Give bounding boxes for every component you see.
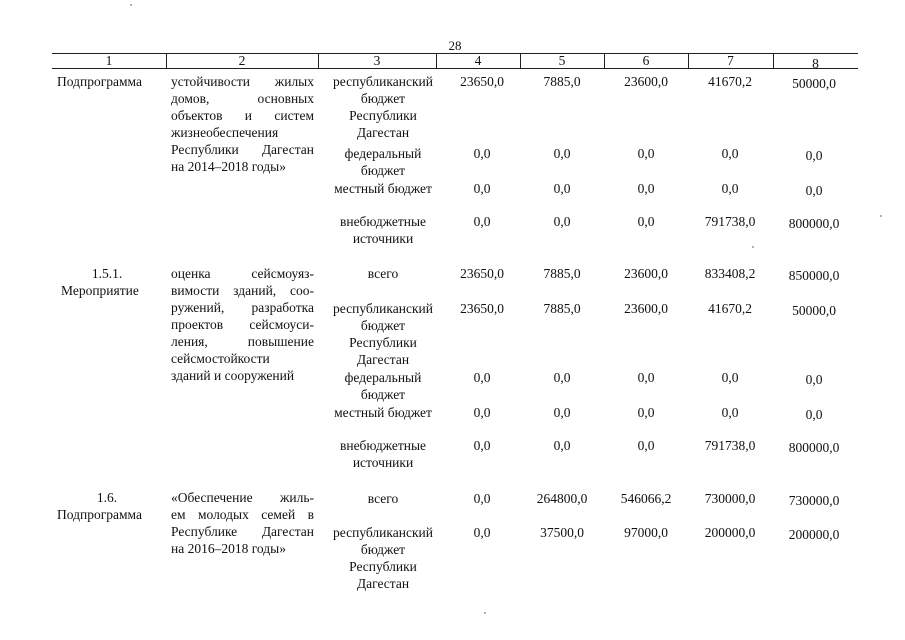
amount-col-6: 0,0 <box>637 146 655 161</box>
amount-col-8: 0,0 <box>805 407 823 422</box>
amount-col-6: 0,0 <box>637 370 655 385</box>
funding-source-line: источники <box>352 455 414 470</box>
amount-col-5: 37500,0 <box>540 525 584 540</box>
funding-source-line: бюджет <box>360 318 406 333</box>
amount-col-7: 0,0 <box>721 405 739 420</box>
table-header <box>52 52 858 69</box>
amount-col-6: 97000,0 <box>624 525 668 540</box>
amount-col-8: 0,0 <box>805 372 823 387</box>
funding-source-line: федеральный <box>344 370 422 385</box>
amount-col-4: 0,0 <box>473 146 491 161</box>
amount-col-5: 7885,0 <box>543 74 581 89</box>
amount-col-5: 0,0 <box>553 438 571 453</box>
amount-col-8: 50000,0 <box>792 76 836 91</box>
funding-source-line: Дагестан <box>356 125 410 140</box>
header-col-7: 7 <box>727 53 734 68</box>
funding-source-line: Республики <box>349 335 417 350</box>
row-label-type: Подпрограмма <box>57 507 142 522</box>
amount-col-5: 7885,0 <box>543 266 581 281</box>
amount-col-6: 0,0 <box>637 405 655 420</box>
funding-source-line: Дагестан <box>356 576 410 591</box>
amount-col-4: 23650,0 <box>460 266 504 281</box>
amount-col-5: 0,0 <box>553 146 571 161</box>
amount-col-5: 0,0 <box>553 214 571 229</box>
description-line: объектов и систем <box>171 108 314 123</box>
funding-source-line: источники <box>352 231 414 246</box>
amount-col-6: 0,0 <box>637 438 655 453</box>
amount-col-6: 23600,0 <box>624 266 668 281</box>
amount-col-8: 200000,0 <box>788 527 840 542</box>
funding-source-line: местный бюджет <box>334 181 432 196</box>
amount-col-8: 800000,0 <box>788 216 840 231</box>
amount-col-5: 7885,0 <box>543 301 581 316</box>
amount-col-4: 0,0 <box>473 181 491 196</box>
amount-col-4: 0,0 <box>473 214 491 229</box>
funding-source-line: местный бюджет <box>334 405 432 420</box>
amount-col-6: 0,0 <box>637 181 655 196</box>
description-line: жизнеобеспечения <box>171 125 279 140</box>
scan-speck <box>130 4 132 6</box>
funding-source-line: бюджет <box>360 163 406 178</box>
amount-col-4: 23650,0 <box>460 301 504 316</box>
funding-source-line: республиканский <box>333 74 433 89</box>
description-line: сейсмостойкости <box>171 351 270 366</box>
amount-col-4: 0,0 <box>473 405 491 420</box>
description-line: ления, повышение <box>171 334 314 349</box>
description-line: Республике Дагестан <box>171 524 314 539</box>
funding-source-line: бюджет <box>360 387 406 402</box>
row-label-type: Подпрограмма <box>57 74 142 89</box>
amount-col-8: 730000,0 <box>788 493 840 508</box>
description-line: ем молодых семей в <box>171 507 314 522</box>
funding-source-line: республиканский <box>333 301 433 316</box>
funding-source-line: внебюджетные <box>339 438 427 453</box>
funding-source-line: всего <box>367 491 399 506</box>
amount-col-7: 791738,0 <box>704 214 756 229</box>
funding-source-line: Дагестан <box>356 352 410 367</box>
amount-col-4: 0,0 <box>473 491 491 506</box>
amount-col-7: 833408,2 <box>704 266 756 281</box>
header-col-4: 4 <box>474 53 482 68</box>
amount-col-4: 0,0 <box>473 438 491 453</box>
amount-col-6: 23600,0 <box>624 301 668 316</box>
funding-source-line: республиканский <box>333 525 433 540</box>
item-number: 1.6. <box>96 490 118 505</box>
header-col-8: 8 <box>812 56 819 71</box>
header-col-2: 2 <box>238 53 246 68</box>
header-col-1: 1 <box>105 53 113 68</box>
funding-source-line: всего <box>367 266 399 281</box>
amount-col-4: 23650,0 <box>460 74 504 89</box>
funding-source-line: федеральный <box>344 146 422 161</box>
amount-col-7: 0,0 <box>721 370 739 385</box>
amount-col-6: 0,0 <box>637 214 655 229</box>
amount-col-5: 0,0 <box>553 370 571 385</box>
description-line: на 2016–2018 годы» <box>171 541 286 556</box>
description-line: Республики Дагестан <box>171 142 314 157</box>
description-line: домов, основных <box>171 91 314 106</box>
amount-col-5: 0,0 <box>553 405 571 420</box>
scan-speck <box>484 612 486 614</box>
description-line: на 2014–2018 годы» <box>171 159 286 174</box>
description-line: проектов сейсмоуси- <box>171 317 314 332</box>
amount-col-8: 0,0 <box>805 183 823 198</box>
amount-col-7: 0,0 <box>721 181 739 196</box>
amount-col-7: 41670,2 <box>708 74 752 89</box>
description-line: «Обеспечение жиль- <box>171 490 314 505</box>
amount-col-6: 546066,2 <box>620 491 672 506</box>
funding-source-line: Республики <box>349 108 417 123</box>
item-number: 1.5.1. <box>91 266 123 281</box>
amount-col-7: 730000,0 <box>704 491 756 506</box>
description-line: вимости зданий, соо- <box>171 283 314 298</box>
amount-col-6: 23600,0 <box>624 74 668 89</box>
scan-speck <box>880 215 882 217</box>
amount-col-8: 0,0 <box>805 148 823 163</box>
amount-col-4: 0,0 <box>473 525 491 540</box>
amount-col-8: 850000,0 <box>788 268 840 283</box>
header-col-6: 6 <box>642 53 650 68</box>
amount-col-8: 50000,0 <box>792 303 836 318</box>
amount-col-7: 0,0 <box>721 146 739 161</box>
header-col-5: 5 <box>558 53 566 68</box>
description-line: оценка сейсмоуяз- <box>171 266 314 281</box>
scan-speck <box>752 246 754 248</box>
funding-source-line: внебюджетные <box>339 214 427 229</box>
amount-col-7: 791738,0 <box>704 438 756 453</box>
row-label-type: Мероприятие <box>61 283 139 298</box>
amount-col-5: 0,0 <box>553 181 571 196</box>
amount-col-5: 264800,0 <box>536 491 588 506</box>
description-line: устойчивости жилых <box>171 74 314 89</box>
funding-source-line: Республики <box>349 559 417 574</box>
amount-col-7: 41670,2 <box>708 301 752 316</box>
amount-col-4: 0,0 <box>473 370 491 385</box>
funding-source-line: бюджет <box>360 542 406 557</box>
funding-source-line: бюджет <box>360 91 406 106</box>
page-number: 28 <box>448 38 462 53</box>
description-line: зданий и сооружений <box>171 368 295 383</box>
description-line: ружений, разработка <box>171 300 314 315</box>
amount-col-8: 800000,0 <box>788 440 840 455</box>
amount-col-7: 200000,0 <box>704 525 756 540</box>
header-col-3: 3 <box>373 53 381 68</box>
